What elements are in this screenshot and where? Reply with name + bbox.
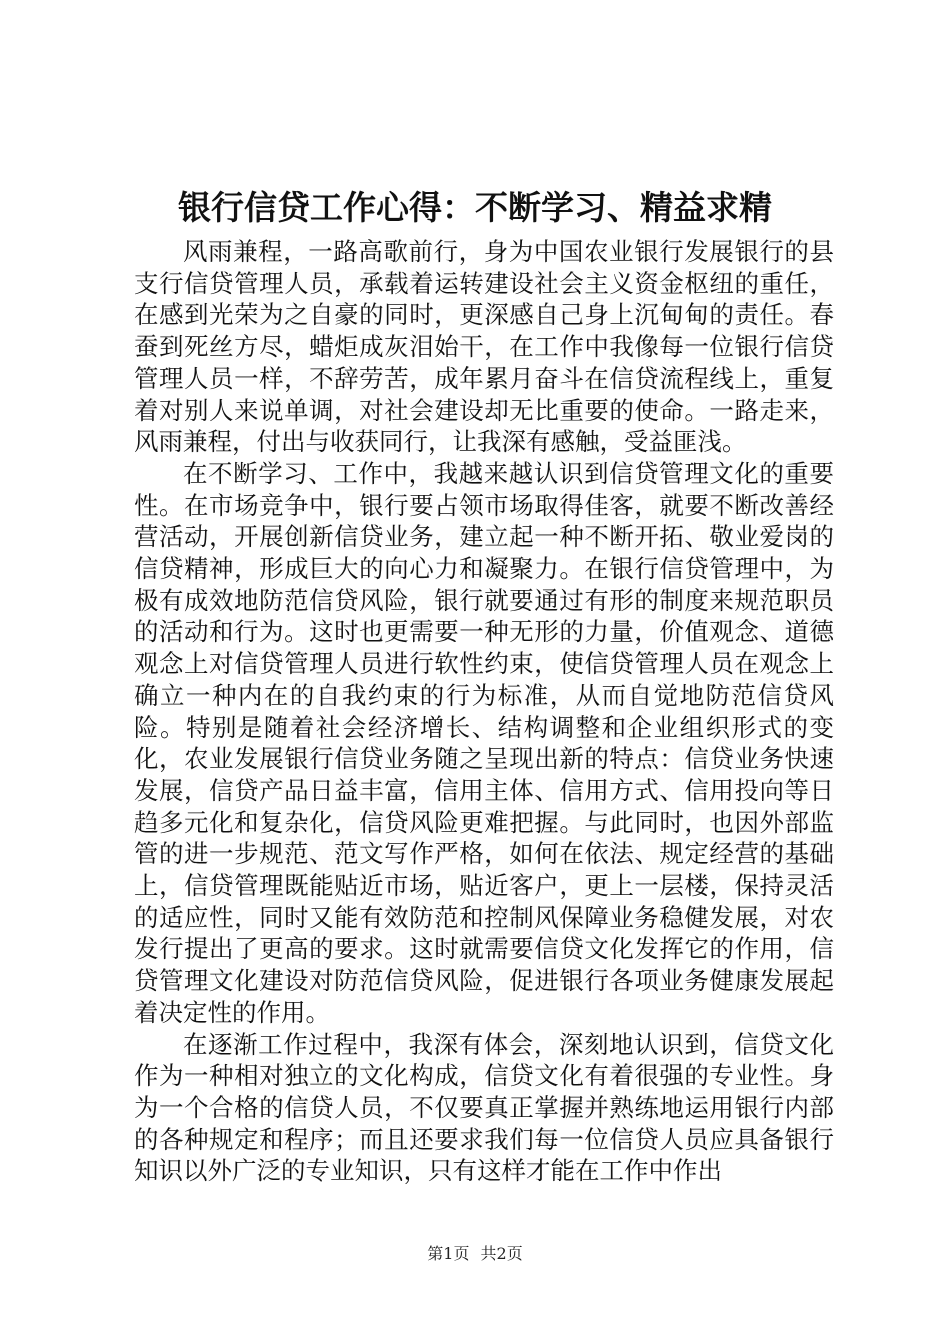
paragraph-1: 风雨兼程，一路高歌前行，身为中国农业银行发展银行的县支行信贷管理人员，承载着运转建设社会主义资金枢纽的重任，在感到光荣为之自豪的同时，更深感自己身上沉甸甸的责任。春蚕到死丝方尽，蜡炬成灰泪始干，在工作中我像每一位银行信贷管理人员一样，不辞劳苦，成年累月奋斗在信贷流程线上，重复着对别人来说单调，对社会建设却无比重要的使命。一路走来，风雨兼程，付出与收获同行，让我深有感触，受益匪浅。 (134, 237, 834, 457)
document-body (134, 236, 834, 1187)
paragraph-2: 在不断学习、工作中，我越来越认识到信贷管理文化的重要性。在市场竞争中，银行要占领市场取得佳客，就要不断改善经营活动，开展创新信贷业务，建立起一种不断开拓、敬业爱岗的信贷精神，形成巨大的向心力和凝聚力。在银行信贷管理中，为极有成效地防范信贷风险，银行就要通过有形的制度来规范职员的活动和行为。这时也更需要一种无形的力量，价值观念、道德观念上对信贷管理人员进行软性约束，使信贷管理人员在观念上确立一种内在的自我约束的行为标准，从而自觉地防范信贷风险。特别是随着社会经济增长、结构调整和企业组织形式的变化，农业发展银行信贷业务随之呈现出新的特点：信贷业务快速发展，信贷产品日益丰富，信用主体、信用方式、信用投向等日趋多元化和复杂化，信贷风险更难把握。与此同时，也因外部监管的进一步规范、范文写作严格，如何在依法、规定经营的基础上，信贷管理既能贴近市场，贴近客户，更上一层楼，保持灵活的适应性，同时又能有效防范和控制风保障业务稳健发展，对农发行提出了更高的要求。这时就需要信贷文化发挥它的作用，信贷管理文化建设对防范信贷风险，促进银行各项业务健康发展起着决定性的作用。 (134, 458, 834, 1027)
paragraph-3: 在逐渐工作过程中，我深有体会，深刻地认识到，信贷文化作为一种相对独立的文化构成，信贷文化有着很强的专业性。身为一个合格的信贷人员，不仅要真正掌握并熟练地运用银行内部的各种规定和程序；而且还要求我们每一位信贷人员应具备银行知识以外广泛的专业知识，只有这样才能在工作中作出 (134, 1029, 834, 1186)
page-total: 共2页 (480, 1244, 523, 1263)
document-title: 银行信贷工作心得：不断学习、精益求精 (178, 188, 772, 227)
page-number: 第1页 (427, 1244, 470, 1263)
page-footer (0, 1243, 950, 1265)
